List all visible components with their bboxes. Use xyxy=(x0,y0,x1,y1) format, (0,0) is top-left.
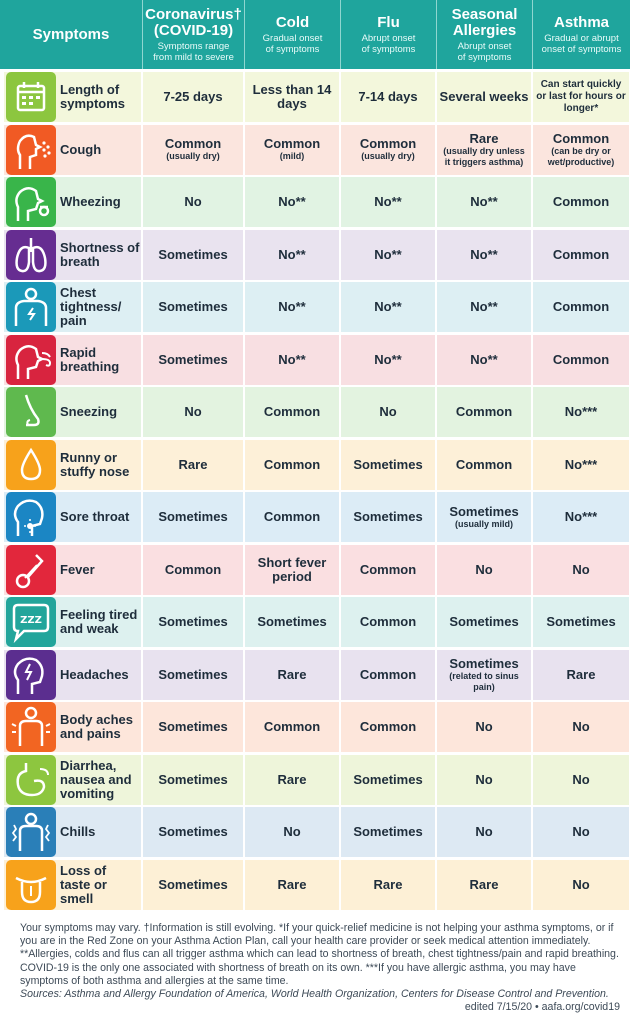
cell-value: Common xyxy=(164,136,222,151)
covid-cell xyxy=(142,597,244,647)
cell-value: Sometimes xyxy=(158,509,228,524)
cell-note: (related to sinus pain) xyxy=(449,670,519,692)
cold-cell xyxy=(244,807,340,857)
allergies-column-subtitle: Abrupt onset of symptoms xyxy=(457,40,512,63)
cell-value: Common xyxy=(263,509,321,524)
cell-value: Sometimes xyxy=(158,351,228,367)
cold-cell xyxy=(244,860,340,910)
covid-cell xyxy=(142,177,244,227)
table-row xyxy=(0,177,630,229)
nose-icon xyxy=(6,387,56,437)
table-row xyxy=(0,545,630,597)
cell-value: Sometimes xyxy=(353,509,423,524)
asthma-column-header xyxy=(532,0,630,69)
symptom-label: Fever xyxy=(60,561,95,577)
symptoms-header-label: Symptoms xyxy=(32,25,110,43)
cell-value: Sometimes xyxy=(546,614,616,629)
cell-value: No** xyxy=(278,351,306,367)
flu-cell xyxy=(340,72,436,122)
svg-text:ZZZ: ZZZ xyxy=(20,615,42,626)
table-row xyxy=(0,597,630,649)
cell-value: Short fever period xyxy=(257,554,327,584)
chills-icon xyxy=(6,807,56,857)
symptom-label: Length of symptoms xyxy=(60,82,126,111)
asthma-cell xyxy=(532,597,630,647)
cell-value: No*** xyxy=(564,404,598,419)
cold-cell xyxy=(244,545,340,595)
covid-cell xyxy=(142,440,244,490)
asthma-cell xyxy=(532,177,630,227)
cold-cell xyxy=(244,177,340,227)
cell-value: Rare xyxy=(469,876,499,892)
allergies-cell xyxy=(436,387,532,437)
cell-value: Rare xyxy=(277,876,307,892)
cell-value: Sometimes xyxy=(449,614,519,629)
cold-cell xyxy=(244,230,340,280)
allergies-cell xyxy=(436,807,532,857)
covid-cell xyxy=(142,230,244,280)
cell-value: 7-14 days xyxy=(358,89,418,104)
covid-column-subtitle: Symptoms range from mild to severe xyxy=(153,40,234,63)
flu-cell xyxy=(340,807,436,857)
covid-cell xyxy=(142,702,244,752)
asthma-cell xyxy=(532,335,630,385)
cell-value: Sometimes xyxy=(158,876,228,892)
asthma-cell xyxy=(532,702,630,752)
cell-value: No xyxy=(184,404,202,419)
flu-cell xyxy=(340,387,436,437)
cell-note: (usually dry) xyxy=(361,151,415,161)
allergies-cell xyxy=(436,650,532,700)
cell-value: Rare xyxy=(277,666,307,682)
allergies-cell xyxy=(436,860,532,910)
cold-cell xyxy=(244,597,340,647)
covid-cell xyxy=(142,387,244,437)
calendar-icon xyxy=(6,72,56,122)
symptom-label: Shortness of breath xyxy=(60,239,140,269)
cold-cell xyxy=(244,125,340,175)
cell-value: Can start quickly or last for hours or longer* xyxy=(536,79,626,114)
flu-cell xyxy=(340,125,436,175)
cell-note: (mild) xyxy=(279,151,305,161)
allergies-column-title: Seasonal Allergies xyxy=(451,5,518,39)
cell-value: Sometimes xyxy=(353,824,423,839)
cold-column-title: Cold xyxy=(275,13,310,31)
table-row xyxy=(0,72,630,124)
allergies-cell xyxy=(436,492,532,542)
table-row xyxy=(0,492,630,544)
cell-value: No xyxy=(572,876,590,892)
asthma-cell xyxy=(532,860,630,910)
rapid-breathing-icon xyxy=(6,335,56,385)
cell-value: No xyxy=(572,719,590,734)
flu-cell xyxy=(340,492,436,542)
allergies-column-header xyxy=(436,0,532,69)
allergies-cell xyxy=(436,597,532,647)
thermometer-icon xyxy=(6,545,56,595)
cold-column-subtitle: Gradual onset of symptoms xyxy=(262,32,323,55)
cell-value: No xyxy=(475,824,493,839)
table-row xyxy=(0,650,630,702)
cell-value: No** xyxy=(278,299,306,314)
cell-value: No xyxy=(572,824,590,839)
cell-value: No xyxy=(572,561,590,577)
covid-cell xyxy=(142,282,244,332)
tongue-icon xyxy=(6,860,56,910)
cell-value: Sometimes xyxy=(158,666,228,682)
symptom-label: Body aches and pains xyxy=(60,712,133,741)
symptom-label: Cough xyxy=(60,141,102,157)
cell-value: Rare xyxy=(469,130,499,146)
table-row xyxy=(0,335,630,387)
cell-value: No xyxy=(184,194,202,209)
symptom-label: Runny or stuffy nose xyxy=(60,449,130,479)
asthma-cell xyxy=(532,125,630,175)
table-row xyxy=(0,755,630,807)
covid-column-title: Coronavirus† (COVID-19) xyxy=(145,5,242,39)
flu-cell xyxy=(340,440,436,490)
allergies-cell xyxy=(436,282,532,332)
cell-value: Common xyxy=(359,614,417,629)
lungs-icon xyxy=(6,230,56,280)
allergies-cell xyxy=(436,545,532,595)
asthma-cell xyxy=(532,440,630,490)
asthma-cell xyxy=(532,230,630,280)
cold-cell xyxy=(244,492,340,542)
covid-cell xyxy=(142,860,244,910)
cell-value: Common xyxy=(263,719,321,734)
table-row xyxy=(0,807,630,859)
table-row xyxy=(0,860,630,912)
flu-column-header xyxy=(340,0,436,69)
cell-value: Common xyxy=(552,351,610,367)
cell-value: Sometimes xyxy=(353,771,423,787)
cell-note: (usually dry) xyxy=(166,151,220,161)
symptom-label: Loss of taste or smell xyxy=(60,862,107,906)
symptom-label: Rapid breathing xyxy=(60,344,120,374)
droplet-icon xyxy=(6,440,56,490)
cell-value: Common xyxy=(359,666,417,682)
body-aches-icon xyxy=(6,702,56,752)
cell-value: Common xyxy=(552,130,610,146)
covid-cell xyxy=(142,492,244,542)
cell-value: Common xyxy=(455,404,513,419)
table-row xyxy=(0,282,630,334)
cell-value: Sometimes xyxy=(158,771,228,787)
flu-cell xyxy=(340,177,436,227)
covid-cell xyxy=(142,545,244,595)
allergies-cell xyxy=(436,440,532,490)
table-row xyxy=(0,125,630,177)
cell-value: Common xyxy=(263,456,321,472)
footer xyxy=(20,922,620,1014)
covid-cell xyxy=(142,650,244,700)
cell-value: Sometimes xyxy=(449,655,519,671)
sore-throat-icon xyxy=(6,492,56,542)
covid-cell xyxy=(142,72,244,122)
cold-cell xyxy=(244,335,340,385)
cell-value: Rare xyxy=(178,456,208,472)
cell-value: Sometimes xyxy=(158,299,228,314)
footer-note: Your symptoms may vary. †Information is still evolving. *If your quick-relief medicine is not helping your asthma symptoms, or if you are in the Red Zone on your Asthma Action Plan, call your health care provider or seek medical attention immediately. **Allergies, colds and flus can all trigger asthma which can lead to shortness of breath, chest tightness/pain and rapid breathing. COVID-19 is the only one associated with shortness of breath on its own. ***If you have allergic asthma, you may have symptoms of both asthma and allergies at the same time. xyxy=(20,922,619,987)
allergies-cell xyxy=(436,230,532,280)
cell-value: No*** xyxy=(564,509,598,524)
cold-cell xyxy=(244,650,340,700)
allergies-cell xyxy=(436,177,532,227)
symptom-label: Chills xyxy=(60,824,96,839)
flu-column-title: Flu xyxy=(377,13,400,31)
sleep-bubble-icon xyxy=(6,597,56,647)
asthma-column-title: Asthma xyxy=(553,13,609,31)
asthma-cell xyxy=(532,650,630,700)
symptoms-header xyxy=(0,0,142,69)
covid-cell xyxy=(142,335,244,385)
flu-column-subtitle: Abrupt onset of symptoms xyxy=(361,32,416,55)
cell-value: Sometimes xyxy=(353,456,423,472)
asthma-cell xyxy=(532,387,630,437)
wheezing-icon xyxy=(6,177,56,227)
cell-value: No xyxy=(475,561,493,577)
headache-icon xyxy=(6,650,56,700)
cell-value: Rare xyxy=(566,666,596,682)
cold-column-header xyxy=(244,0,340,69)
cell-value: Common xyxy=(552,299,610,314)
covid-column-header xyxy=(142,0,244,69)
covid-cell xyxy=(142,807,244,857)
covid-cell xyxy=(142,125,244,175)
cold-cell xyxy=(244,440,340,490)
cell-value: No** xyxy=(374,194,402,209)
cell-value: No*** xyxy=(564,456,598,472)
cell-value: 7-25 days xyxy=(163,89,223,104)
cell-value: Common xyxy=(164,561,222,577)
cell-value: Rare xyxy=(277,771,307,787)
cell-value: No xyxy=(475,771,493,787)
symptom-label: Wheezing xyxy=(60,194,121,209)
flu-cell xyxy=(340,335,436,385)
allergies-cell xyxy=(436,755,532,805)
cell-value: Common xyxy=(455,456,513,472)
asthma-cell xyxy=(532,545,630,595)
cell-value: No xyxy=(283,824,301,839)
cell-value: Common xyxy=(552,246,610,262)
cold-cell xyxy=(244,702,340,752)
symptom-label: Diarrhea, nausea and vomiting xyxy=(60,757,132,801)
asthma-column-subtitle: Gradual or abrupt onset of symptoms xyxy=(541,32,622,55)
cell-value: Sometimes xyxy=(449,503,519,519)
allergies-cell xyxy=(436,702,532,752)
cell-value: No** xyxy=(470,351,498,367)
stomach-icon xyxy=(6,755,56,805)
cold-cell xyxy=(244,72,340,122)
cell-value: Several weeks xyxy=(439,89,529,104)
cold-cell xyxy=(244,387,340,437)
table-row xyxy=(0,440,630,492)
allergies-cell xyxy=(436,125,532,175)
asthma-cell xyxy=(532,807,630,857)
flu-cell xyxy=(340,230,436,280)
cell-value: No** xyxy=(470,194,498,209)
cold-cell xyxy=(244,755,340,805)
cell-value: No** xyxy=(374,351,402,367)
covid-cell xyxy=(142,755,244,805)
footer-sources xyxy=(20,988,620,1014)
flu-cell xyxy=(340,597,436,647)
cell-value: No xyxy=(572,771,590,787)
cell-value: No** xyxy=(278,246,306,262)
cell-value: No** xyxy=(278,194,306,209)
cell-value: No xyxy=(475,719,493,734)
cell-value: No** xyxy=(374,246,402,262)
symptom-label: Feeling tired and weak xyxy=(60,607,138,636)
symptom-label: Sore throat xyxy=(60,509,130,524)
cell-note: (can be dry or wet/productive) xyxy=(547,145,615,167)
cell-value: Rare xyxy=(373,876,403,892)
cell-value: No** xyxy=(470,299,498,314)
footer-sources-text: Sources: Asthma and Allergy Foundation of America, World Health Organization, Centers for Disease Control and Prevention. xyxy=(20,988,609,1001)
flu-cell xyxy=(340,702,436,752)
cough-icon xyxy=(6,125,56,175)
cell-value: Common xyxy=(263,404,321,419)
cell-value: Common xyxy=(359,136,417,151)
asthma-cell xyxy=(532,755,630,805)
cell-value: Sometimes xyxy=(158,246,228,262)
flu-cell xyxy=(340,755,436,805)
cold-cell xyxy=(244,282,340,332)
flu-cell xyxy=(340,650,436,700)
chest-icon xyxy=(6,282,56,332)
asthma-cell xyxy=(532,282,630,332)
table-header xyxy=(0,0,630,69)
cell-value: Common xyxy=(263,136,321,151)
cell-value: No** xyxy=(470,246,498,262)
flu-cell xyxy=(340,860,436,910)
allergies-cell xyxy=(436,335,532,385)
asthma-cell xyxy=(532,492,630,542)
cell-value: Common xyxy=(552,194,610,209)
cell-note: (usually mild) xyxy=(454,518,513,529)
cell-value: Common xyxy=(359,719,417,734)
table-row xyxy=(0,387,630,439)
cell-value: Sometimes xyxy=(158,614,228,629)
symptom-label: Headaches xyxy=(60,666,129,682)
asthma-cell xyxy=(532,72,630,122)
table-row xyxy=(0,702,630,754)
footer-edited: edited 7/15/20 • aafa.org/covid19 xyxy=(464,1001,620,1014)
symptom-label: Sneezing xyxy=(60,404,118,419)
symptom-label: Chest tightness/ pain xyxy=(60,285,122,328)
cell-value: No xyxy=(379,404,397,419)
cell-value: Common xyxy=(359,561,417,577)
cell-note: (usually dry unless it triggers asthma) xyxy=(443,145,525,167)
cell-value: No** xyxy=(374,299,402,314)
flu-cell xyxy=(340,282,436,332)
allergies-cell xyxy=(436,72,532,122)
cell-value: Sometimes xyxy=(257,614,327,629)
cell-value: Sometimes xyxy=(158,719,228,734)
table-row xyxy=(0,230,630,282)
cell-value: Sometimes xyxy=(158,824,228,839)
cell-value: Less than 14 days xyxy=(252,82,332,111)
flu-cell xyxy=(340,545,436,595)
